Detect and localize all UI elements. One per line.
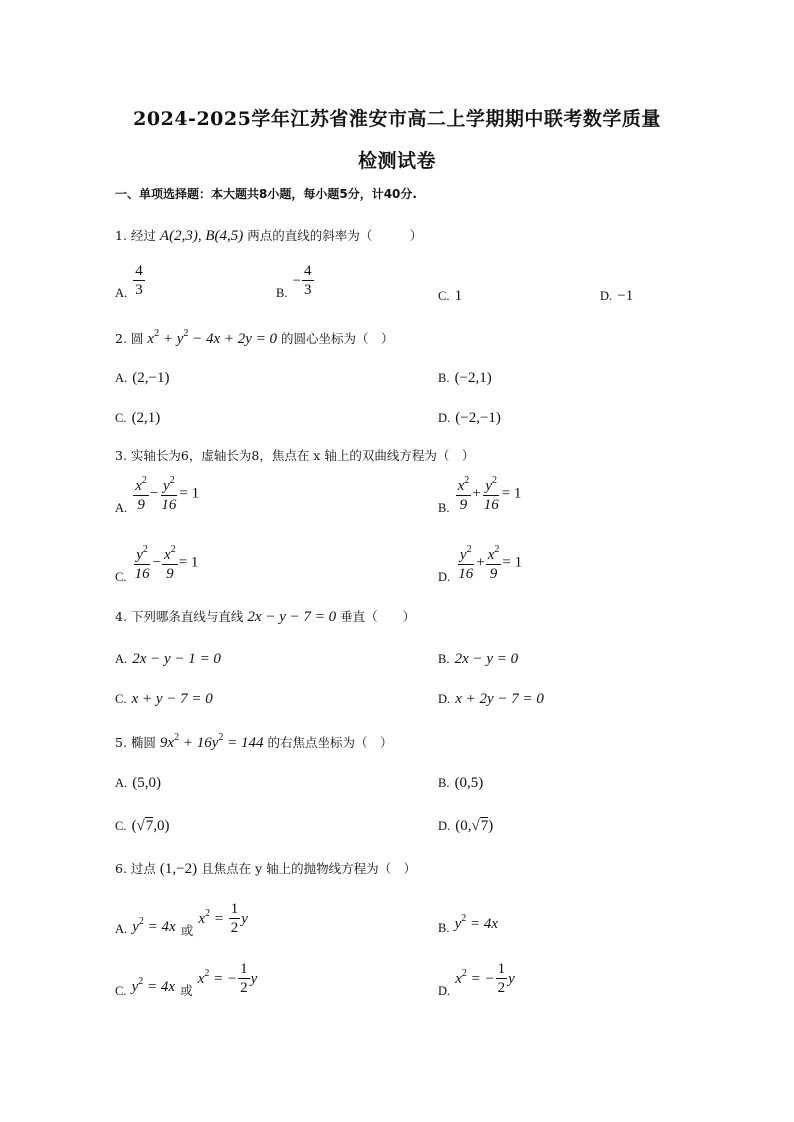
question-3: 3. 实轴长为6，虚轴长为8，焦点在 x 轴上的双曲线方程为（ ） bbox=[115, 448, 475, 463]
section-heading: 一、单项选择题：本大题共8小题，每小题5分，计40分. bbox=[115, 187, 417, 201]
question-4: 4. 下列哪条直线与直线 2x − y − 7 = 0 垂直（ ） bbox=[115, 609, 416, 625]
q1-b-fraction: $\frac{4}{3}$ bbox=[304, 263, 312, 298]
q1-pre: 经过 bbox=[130, 228, 156, 243]
question-5: 5. 椭圆 $9x^2 + 16y^2 = 144$ 的右焦点坐标为（ ） bbox=[115, 732, 393, 751]
q5-option-c[interactable]: C. (√7,0) bbox=[115, 818, 170, 834]
q5-ellipse-equation: $9x^2 + 16y^2 = 144$ bbox=[159, 732, 264, 751]
q3-option-b[interactable]: $_{B.}$ $\frac{x^2}{9}$ + $\frac{y^2}{16}$ = 1 bbox=[438, 472, 521, 514]
q2-option-b[interactable]: B. (−2,1) bbox=[438, 370, 492, 386]
q6-option-a[interactable]: $_{A.}$ $y^2 = 4x$ $_或$ $x^2$ = $\frac{1}{2}$ y bbox=[115, 901, 248, 938]
q3-option-c[interactable]: $_{C.}$ $\frac{y^2}{16}$ − $\frac{x^2}{9}$ = 1 bbox=[115, 541, 198, 583]
exam-title-line2: 检测试卷 bbox=[357, 150, 436, 172]
q1-option-b[interactable]: $_{B.}$ − $\frac{4}{3}$ bbox=[276, 263, 312, 300]
q1-a-fraction: $\frac{4}{3}$ bbox=[135, 263, 143, 298]
q3-option-a[interactable]: $_{A.}$ $\frac{x^2}{9}$ − $\frac{y^2}{16}$ = 1 bbox=[115, 472, 199, 514]
q1-number: 1. bbox=[115, 228, 127, 243]
q4-option-d[interactable]: D. x + 2y − 7 = 0 bbox=[438, 691, 544, 707]
q4-option-a[interactable]: A. 2x − y − 1 = 0 bbox=[115, 651, 221, 667]
q5-option-a[interactable]: A. (5,0) bbox=[115, 775, 161, 791]
q1-a-label: A. bbox=[115, 286, 128, 300]
question-2: 2. 圆 $x^2 + y^2 - 4x + 2y = 0$ 的圆心坐标为（ ） bbox=[115, 328, 394, 347]
q1-option-c[interactable]: C. 1 bbox=[438, 288, 463, 304]
q1-option-d[interactable]: D. −1 bbox=[600, 288, 634, 304]
exam-title-line1: 2024-2025学年江苏省淮安市高二上学期期中联考数学质量 bbox=[133, 108, 661, 130]
q2-option-c[interactable]: C. (2,1) bbox=[115, 410, 161, 426]
q1-points: A(2,3), B(4,5) bbox=[159, 228, 244, 244]
q6-option-d[interactable]: $_{D.}$ $x^2$ = − $\frac{1}{2}$ y bbox=[438, 961, 515, 998]
q2-option-a[interactable]: A. (2,−1) bbox=[115, 370, 170, 386]
question-1 bbox=[115, 226, 422, 245]
question-6: 6. 过点 (1,−2) 且焦点在 y 轴上的抛物线方程为（ ） bbox=[115, 861, 417, 877]
q3-option-d[interactable]: $_{D.}$ $\frac{y^2}{16}$ + $\frac{x^2}{9}$ = 1 bbox=[438, 541, 522, 583]
q4-option-c[interactable]: C. x + y − 7 = 0 bbox=[115, 691, 213, 707]
q4-option-b[interactable]: B. 2x − y = 0 bbox=[438, 651, 519, 667]
q1-option-a[interactable] bbox=[115, 262, 146, 299]
q5-option-d[interactable]: D. (0,√7) bbox=[438, 818, 494, 834]
q2-circle-equation: $x^2 + y^2 - 4x + 2y = 0$ bbox=[147, 328, 278, 347]
q6-option-b[interactable]: $_{B.}$ $y^2 = 4x$ bbox=[438, 913, 499, 935]
q1-post: 两点的直线的斜率为（ ） bbox=[247, 228, 423, 243]
q2-option-d[interactable]: D. (−2,−1) bbox=[438, 410, 501, 426]
q6-option-c[interactable]: $_{C.}$ $y^2 = 4x$ $_或$ $x^2$ = − $\frac{1}{2}$ y bbox=[115, 961, 258, 998]
q5-option-b[interactable]: B. (0,5) bbox=[438, 775, 484, 791]
q1-b-label: B. bbox=[276, 286, 288, 300]
